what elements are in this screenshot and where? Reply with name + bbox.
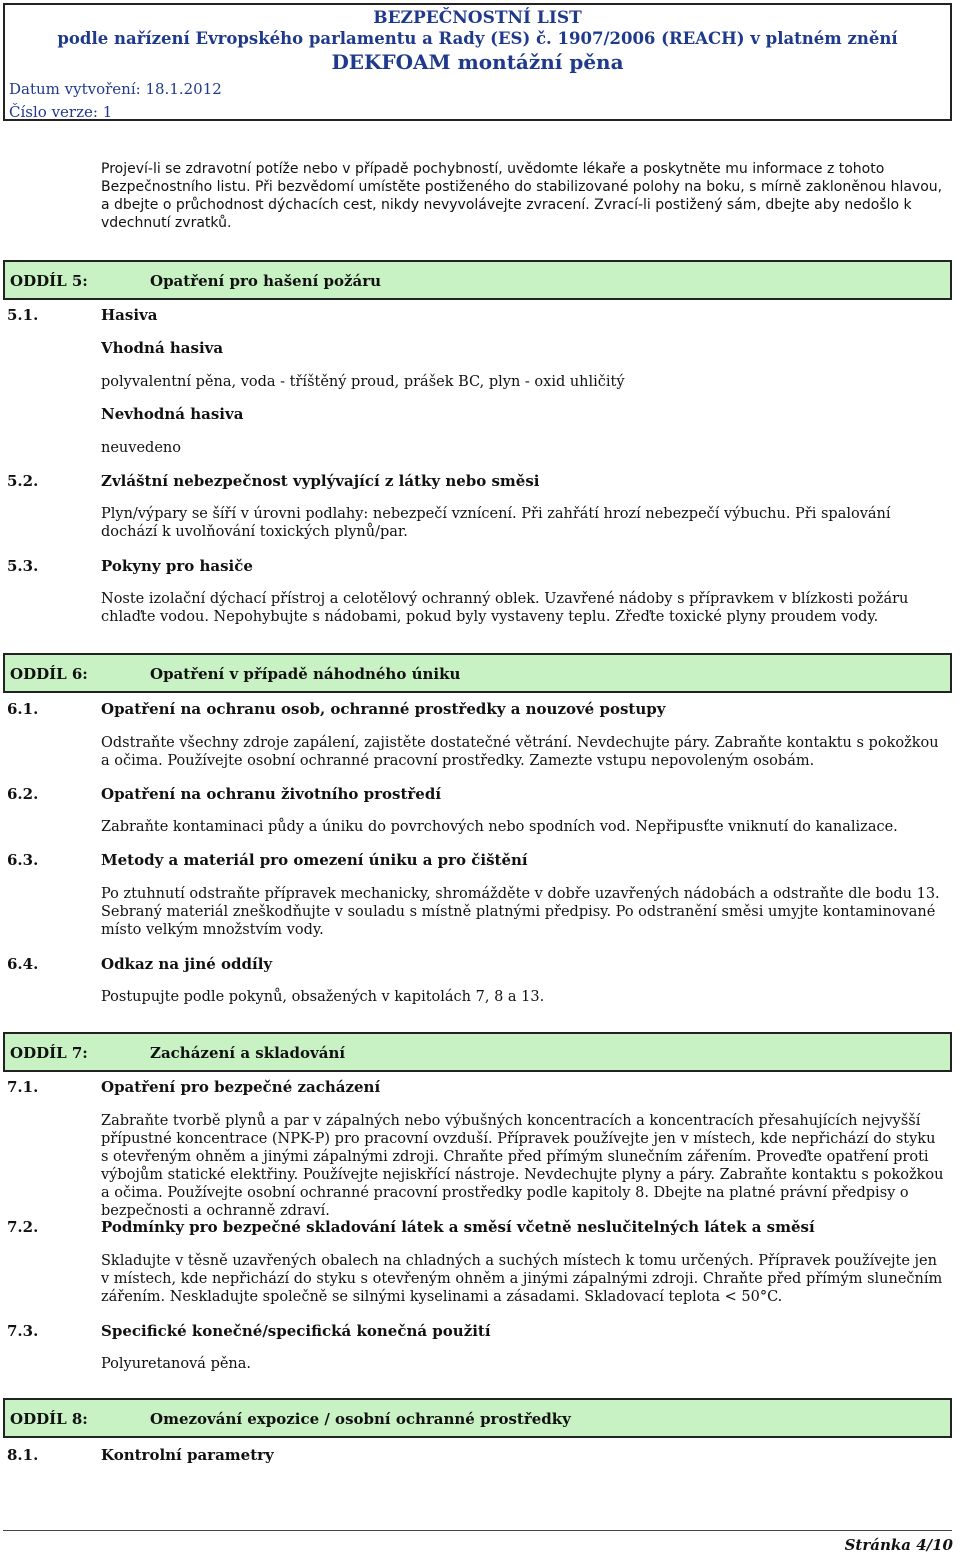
- subsection-number: 6.2.: [7, 785, 39, 803]
- doc-type-title: BEZPEČNOSTNÍ LIST: [373, 8, 582, 28]
- section-title: Opatření pro hašení požáru: [150, 272, 382, 290]
- subsection-number: 5.3.: [7, 557, 39, 575]
- subsection-heading: Kontrolní parametry: [101, 1446, 274, 1464]
- first-aid-text: Projeví-li se zdravotní potíže nebo v případě pochybností, uvědomte lékaře a poskytněte mu informace z tohoto Bezpečnostního listu. Při bezvědomí umístěte postiženého do stabilizované polohy na boku, s mírně zakloněnou hlavou, a dbejte o průchodnost dýchacích cest, nikdy nevyvolávejte zvracení. Zvrací-li postižený sám, dbejte aby nedošlo k vdechnutí zvratků.: [101, 161, 943, 231]
- other-sections-reference-text: Postupujte podle pokynů, obsažených v kapitolách 7, 8 a 13.: [101, 989, 545, 1005]
- subsection-number: 6.3.: [7, 851, 39, 869]
- subsection-number: 7.1.: [7, 1078, 39, 1096]
- special-hazards-text: Plyn/výpary se šíří v úrovni podlahy: nebezpečí vznícení. Při zahřátí hrozí nebezpečí výbuchu. Při spalování dochází k uvolňování toxických plynů/par.: [101, 506, 891, 540]
- subsection-heading: Hasiva: [101, 306, 158, 324]
- section-8-header: [3, 1398, 952, 1438]
- subsection-heading: Pokyny pro hasiče: [101, 557, 253, 575]
- section-6-header: [3, 653, 952, 693]
- section-label: ODDÍL 5:: [10, 272, 88, 290]
- subsection-heading: Opatření na ochranu osob, ochranné prostředky a nouzové postupy: [101, 700, 666, 718]
- safe-handling-text: Zabraňte tvorbě plynů a par v zápalných nebo výbušných koncentracích a koncentracích přesahujících nejvyšší přípustné koncentrace (NPK-P) pro pracovní ovzduší. Přípravek používejte jen v místech, kde nepřichází do styku s otevřeným ohněm a jinými zápalnými zdroji. Chraňte před přímým slunečním zářením. Proveďte opatření proti výbojům statické elektřiny. Používejte nejiskřící nástroje. Nevdechujte plyny a páry. Zabraňte kontaktu s pokožkou a očima. Používejte osobní ochranné pracovní prostředky podle kapitoly 8. Dbejte na platné právní předpisy o bezpečnosti a ochranně zdraví.: [101, 1113, 944, 1219]
- subsection-heading: Odkaz na jiné oddíly: [101, 955, 273, 973]
- subsection-number: 5.2.: [7, 472, 39, 490]
- subsection-number: 6.4.: [7, 955, 39, 973]
- subsection-number: 5.1.: [7, 306, 39, 324]
- subsection-heading: Zvláštní nebezpečnost vyplývající z látky nebo směsi: [101, 472, 540, 490]
- section-title: Omezování expozice / osobní ochranné prostředky: [150, 1410, 571, 1428]
- section-label: ODDÍL 8:: [10, 1410, 88, 1428]
- subsection-number: 7.2.: [7, 1218, 39, 1236]
- environmental-precautions-text: Zabraňte kontaminaci půdy a úniku do povrchových nebo spodních vod. Nepřipusťte vniknutí do kanalizace.: [101, 819, 898, 835]
- subsection-heading: Metody a materiál pro omezení úniku a pro čištění: [101, 851, 528, 869]
- creation-date: Datum vytvoření: 18.1.2012: [9, 80, 222, 98]
- storage-conditions-text: Skladujte v těsně uzavřených obalech na chladných a suchých místech k tomu určených. Přípravek používejte jen v místech, kde nepřichází do styku s otevřeným ohněm a jinými zápalnými zdroji. Chraňte před přímým slunečním zářením. Neskladujte společně se silnými kyselinami a zásadami. Skladovací teplota < 50°C.: [101, 1253, 943, 1305]
- subsection-heading: Opatření pro bezpečné zacházení: [101, 1078, 381, 1096]
- section-5-header: [3, 260, 952, 300]
- firefighter-advice-text: Noste izolační dýchací přístroj a celotělový ochranný oblek. Uzavřené nádoby s přípravkem v blízkosti požáru chlaďte vodou. Nepohybujte s nádobami, pokud byly vystaveny teplu. Zřeďte toxické plyny proudem vody.: [101, 591, 909, 625]
- page-number: Stránka 4/10: [844, 1536, 953, 1554]
- regulation-line: podle nařízení Evropského parlamentu a Rady (ES) č. 1907/2006 (REACH) v platném znění: [57, 29, 898, 48]
- product-name: DEKFOAM montážní pěna: [331, 50, 624, 74]
- subsection-number: 6.1.: [7, 700, 39, 718]
- version-number: Číslo verze: 1: [9, 103, 113, 121]
- personal-precautions-text: Odstraňte všechny zdroje zapálení, zajistěte dostatečné větrání. Nevdechujte páry. Zabraňte kontaktu s pokožkou a očima. Používejte osobní ochranné pracovní prostředky. Zamezte vstupu nepovoleným osobám.: [101, 735, 939, 769]
- subsection-heading: Podmínky pro bezpečné skladování látek a směsí včetně neslučitelných látek a směsí: [101, 1218, 815, 1236]
- suitable-media-text: polyvalentní pěna, voda - tříštěný proud, prášek BC, plyn - oxid uhličitý: [101, 374, 625, 390]
- section-title: Zacházení a skladování: [150, 1044, 346, 1062]
- specific-end-use-text: Polyuretanová pěna.: [101, 1356, 252, 1372]
- cleanup-methods-text: Po ztuhnutí odstraňte přípravek mechanicky, shromážděte v dobře uzavřených nádobách a odstraňte dle bodu 13. Sebraný materiál zneškodňujte v souladu s místně platnými předpisy. Po odstranění směsi umyjte kontaminované místo velkým množstvím vody.: [101, 886, 940, 938]
- subsection-number: 8.1.: [7, 1446, 39, 1464]
- subsection-number: 7.3.: [7, 1322, 39, 1340]
- document-header: [3, 3, 952, 121]
- section-title: Opatření v případě náhodného úniku: [150, 665, 461, 683]
- section-label: ODDÍL 7:: [10, 1044, 88, 1062]
- subsection-heading: Specifické konečné/specifická konečná použití: [101, 1322, 491, 1340]
- unsuitable-media-text: neuvedeno: [101, 440, 181, 456]
- section-label: ODDÍL 6:: [10, 665, 88, 683]
- footer-divider: [3, 1530, 952, 1531]
- unsuitable-media-heading: Nevhodná hasiva: [101, 405, 244, 423]
- section-7-header: [3, 1032, 952, 1072]
- subsection-heading: Opatření na ochranu životního prostředí: [101, 785, 442, 803]
- suitable-media-heading: Vhodná hasiva: [101, 339, 224, 357]
